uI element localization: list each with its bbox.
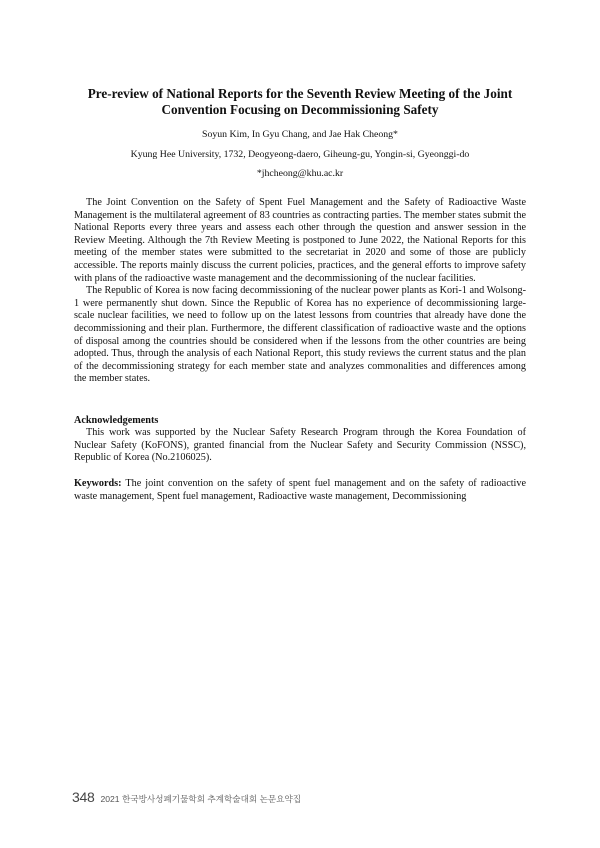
keywords-text: The joint convention on the safety of spent fuel management and on the safety of radioactive waste management, Spent fuel management, Radioactive waste management, Decommissioning bbox=[74, 478, 526, 502]
keywords-section bbox=[74, 478, 526, 503]
abstract-paragraph-1: The Joint Convention on the Safety of Spent Fuel Management and the Safety of Radioactive Waste Management is the multilateral agreement of 83 countries as contracting parties. The member states submit the National Reports every three years and assess each other through the question and answer session in the Review Meeting. Although the 7th Review Meeting is postponed to June 2022, the National Reports for this meeting of the member states were submitted to the secretariat in 2020 and some of those are publicly accessible. The reports mainly discuss the current policies, practices, and the general efforts to improve safety with plans of the radioactive waste management and the decommissioning of the nuclear facilities. bbox=[74, 197, 526, 284]
acknowledgements-body: This work was supported by the Nuclear Safety Research Program through the Korea Foundation of Nuclear Safety (KoFONS), granted financial from the Nuclear Safety and Security Commission (NSSC), Republic of Korea (No.2106025). bbox=[74, 427, 526, 464]
author-list: Soyun Kim, In Gyu Chang, and Jae Hak Cheong* bbox=[202, 129, 398, 140]
corresponding-email: *jhcheong@khu.ac.kr bbox=[256, 168, 344, 179]
abstract-paragraph-2: The Republic of Korea is now facing decommissioning of the nuclear power plants as Kori-1 and Wolsong-1 were permanently shut down. Since the Republic of Korea has no experience of decommissioning large-scale nuclear facilities, we need to follow up on the latest lessons from countries that already have done the decommissioning and their plan. Furthermore, the different classification of radioactive waste and the options of disposal among the countries should be considered when if the lessons from the other countries are being adopted. Thus, through the analysis of each National Report, this study reviews the current status and the plan of the decommissioning strategy for each member state and analyzes commonalities and differences among the member states. bbox=[74, 285, 526, 385]
abstract-body bbox=[74, 197, 526, 386]
acknowledgements-heading: Acknowledgements bbox=[74, 415, 159, 426]
paper-title: Pre-review of National Reports for the Seventh Review Meeting of the Joint Convention Focusing on Decommissioning Safety bbox=[87, 86, 513, 117]
page-footer bbox=[72, 789, 301, 807]
keywords-label: Keywords: bbox=[74, 478, 122, 489]
footer-proceedings-title: 2021 한국방사성폐기물학회 추계학술대회 논문요약집 bbox=[100, 794, 302, 804]
author-affiliation: Kyung Hee University, 1732, Deogyeong-daero, Giheung-gu, Yongin-si, Gyeonggi-do bbox=[130, 149, 470, 160]
page-number: 348 bbox=[72, 789, 95, 805]
